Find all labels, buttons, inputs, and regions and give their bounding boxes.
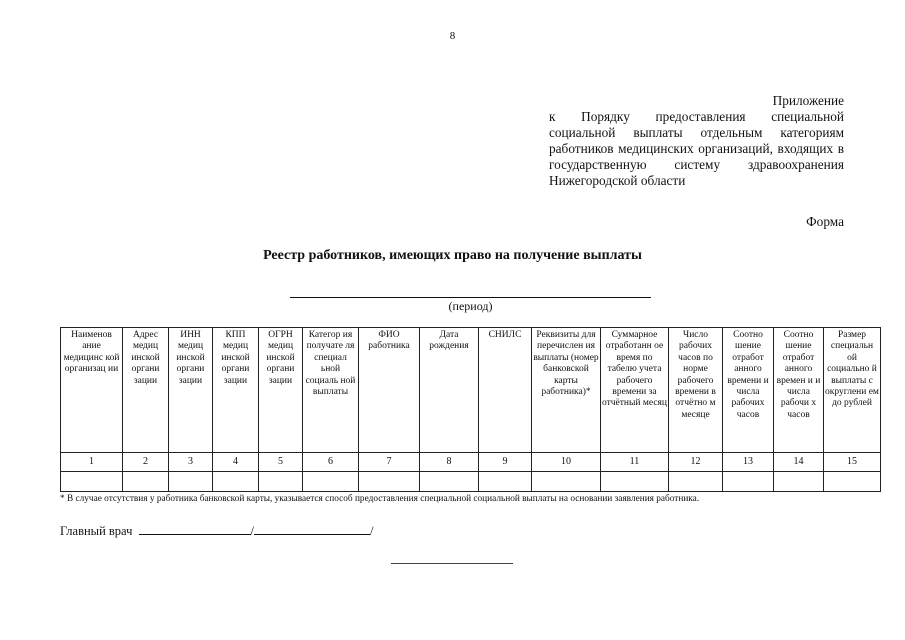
footnote: * В случае отсутствия у работника банковской карты, указывается способ предоставления специальной социальной выплаты на основании заявления работника.: [60, 494, 700, 504]
table-cell[interactable]: [532, 472, 601, 492]
table-cell[interactable]: [420, 472, 479, 492]
column-header: Число рабочих часов по норме рабочего времени в отчётно м месяце: [669, 328, 723, 453]
signature-line: [60, 522, 373, 539]
column-number: 7: [359, 453, 420, 472]
column-header: Наименов ание медицинс кой организац ии: [61, 328, 123, 453]
page-number: 8: [449, 30, 456, 42]
column-number: 5: [259, 453, 303, 472]
form-label: Форма: [806, 214, 844, 229]
period-label: (период): [448, 299, 493, 313]
table-cell[interactable]: [774, 472, 824, 492]
table-cell[interactable]: [61, 472, 123, 492]
column-number: 2: [123, 453, 169, 472]
appendix-block: [549, 93, 844, 189]
column-header: КПП медиц инской органи зации: [213, 328, 259, 453]
table-cell[interactable]: [479, 472, 532, 492]
column-number: 8: [420, 453, 479, 472]
column-header: ОГРН медиц инской органи зации: [259, 328, 303, 453]
column-number: 11: [601, 453, 669, 472]
chief-doctor-label: Главный врач: [60, 524, 133, 538]
column-number: 15: [824, 453, 881, 472]
column-number-row: [61, 453, 881, 472]
column-number: 14: [774, 453, 824, 472]
column-header: Соотно шение отработ анного времени и числа рабочих часов: [723, 328, 774, 453]
table-cell[interactable]: [669, 472, 723, 492]
table-cell[interactable]: [213, 472, 259, 492]
column-header: СНИЛС: [479, 328, 532, 453]
column-header: Дата рождения: [420, 328, 479, 453]
column-number: 1: [61, 453, 123, 472]
table-cell[interactable]: [123, 472, 169, 492]
document-title: Реестр работников, имеющих право на получение выплаты: [263, 248, 642, 263]
column-header: Адрес медиц инской органи зации: [123, 328, 169, 453]
table-cell[interactable]: [303, 472, 359, 492]
column-header: ИНН медиц инской органи зации: [169, 328, 213, 453]
appendix-text: к Порядку предоставления специальной социальной выплаты отдельным категориям работников медицинских организаций, входящих в государственную систему здравоохранения Нижегородской области: [549, 109, 844, 188]
column-header: ФИО работника: [359, 328, 420, 453]
column-header: Размер специальн ой социально й выплаты с округлени ем до рублей: [824, 328, 881, 453]
name-field[interactable]: [254, 522, 370, 535]
column-header: Соотно шение отработ анного времен и и числа рабочи х часов: [774, 328, 824, 453]
table-cell[interactable]: [259, 472, 303, 492]
column-header: Категор ия получате ля специал ьной социаль ной выплаты: [303, 328, 359, 453]
table-cell[interactable]: [723, 472, 774, 492]
column-number: 4: [213, 453, 259, 472]
table-cell[interactable]: [824, 472, 881, 492]
column-number: 9: [479, 453, 532, 472]
table-cell[interactable]: [169, 472, 213, 492]
column-number: 12: [669, 453, 723, 472]
column-header: Суммарное отработанн ое время по табелю учета рабочего времени за отчётный месяц: [601, 328, 669, 453]
table-cell[interactable]: [601, 472, 669, 492]
column-number: 6: [303, 453, 359, 472]
signature-field[interactable]: [139, 522, 251, 535]
column-number: 10: [532, 453, 601, 472]
signature-separator: /: [250, 524, 254, 538]
column-number: 3: [169, 453, 213, 472]
table-row: [61, 472, 881, 492]
appendix-title: Приложение: [772, 93, 844, 108]
table-cell[interactable]: [359, 472, 420, 492]
registry-table: [60, 327, 881, 492]
bottom-rule: [391, 563, 513, 564]
column-header: Реквизиты для перечислен ия выплаты (номер банковской карты работника)*: [532, 328, 601, 453]
column-number: 13: [723, 453, 774, 472]
header-row: [61, 328, 881, 453]
signature-separator: /: [369, 524, 374, 538]
period-underline: [290, 297, 651, 298]
